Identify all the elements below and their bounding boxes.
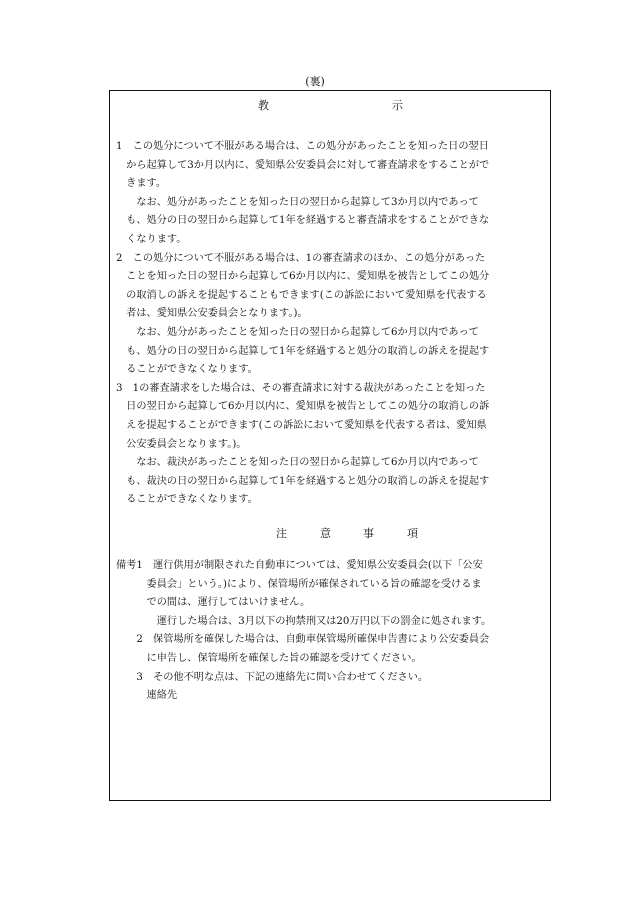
instruction-item-2-note — [116, 324, 489, 380]
notes-heading-char: 事 — [363, 527, 374, 540]
text-line: ることができなくなります。 — [116, 364, 258, 376]
text-line: ることができなくなります。 — [116, 494, 258, 506]
text-line: の取消しの訴えを提起することもできます(この訴訟において愛知県を代表する — [116, 289, 487, 301]
instruction-item-1 — [116, 138, 489, 194]
instruction-heading-char: 教 — [258, 99, 269, 112]
instruction-item-3-note — [116, 454, 489, 510]
text-line: も、裁決の日の翌日から起算して1年を経過すると処分の取消しの訴えを提起す — [116, 475, 490, 487]
text-line: なお、処分があったことを知った日の翌日から起算して6か月以内であって — [116, 326, 479, 338]
instruction-item-1-note — [116, 194, 489, 250]
text-line: 公安委員会となります。)。 — [116, 438, 247, 450]
instruction-heading-char: 示 — [392, 99, 403, 112]
text-line: ことを知った日の翌日から起算して6か月以内に、愛知県を被告としてこの処分 — [116, 271, 490, 283]
notes-heading-char: 注 — [276, 527, 287, 540]
note-line: 委員会」という。)により、保管場所が確保されている旨の確認を受けるま — [116, 578, 482, 590]
text-line: 日の翌日から起算して6か月以内に、愛知県を被告としてこの処分の取消しの訴 — [116, 401, 490, 413]
text-line: も、処分の日の翌日から起算して1年を経過すると審査請求をすることができな — [116, 215, 490, 227]
text-line: も、処分の日の翌日から起算して1年を経過すると処分の取消しの訴えを提起す — [116, 345, 490, 357]
notes-heading-char: 項 — [407, 527, 418, 540]
text-line: から起算して3か月以内に、愛知県公安委員会に対して審査請求をすることがで — [116, 159, 490, 171]
note-line: に申告し、保管場所を確保した旨の確認を受けてください。 — [116, 652, 422, 664]
text-line: えを提起することができます(この訴訟において愛知県を代表する者は、愛知県 — [116, 419, 487, 431]
note-line: 2 保管場所を確保した場合は、自動車保管場所確保申告書により公安委員会 — [116, 634, 490, 646]
instruction-body — [116, 138, 489, 510]
text-line: 2 この処分について不服がある場合は、1の審査請求のほか、この処分があった — [116, 252, 486, 264]
page-side-label: (裏) — [305, 75, 325, 88]
instruction-item-2 — [116, 250, 489, 324]
instruction-item-3 — [116, 380, 489, 454]
note-line: での間は、運行してはいけません。 — [116, 597, 311, 609]
text-line: 3 1の審査請求をした場合は、その審査請求に対する裁決があったことを知った — [116, 382, 486, 394]
notes-heading-char: 意 — [320, 527, 331, 540]
text-line: なお、裁決があったことを知った日の翌日から起算して6か月以内であって — [116, 457, 479, 469]
note-line: 備考1 運行供用が制限された自動車については、愛知県公安委員会(以下「公安 — [116, 560, 483, 571]
notes-body — [116, 557, 491, 706]
text-line: なお、処分があったことを知った日の翌日から起算して3か月以内であって — [116, 196, 479, 208]
text-line: くなります。 — [116, 233, 187, 245]
text-line: きます。 — [116, 178, 167, 190]
contact-label: 連絡先 — [116, 690, 178, 702]
note-line: 3 その他不明な点は、下記の連絡先に問い合わせてください。 — [116, 671, 429, 683]
text-line: 1 この処分について不服がある場合は、この処分があったことを知った日の翌日 — [116, 141, 489, 152]
text-line: 者は、愛知県公安委員会となります。)。 — [116, 308, 308, 320]
note-line: 運行した場合は、3月以下の拘禁刑又は20万円以下の罰金に処されます。 — [116, 615, 492, 627]
notice-frame — [109, 90, 551, 801]
